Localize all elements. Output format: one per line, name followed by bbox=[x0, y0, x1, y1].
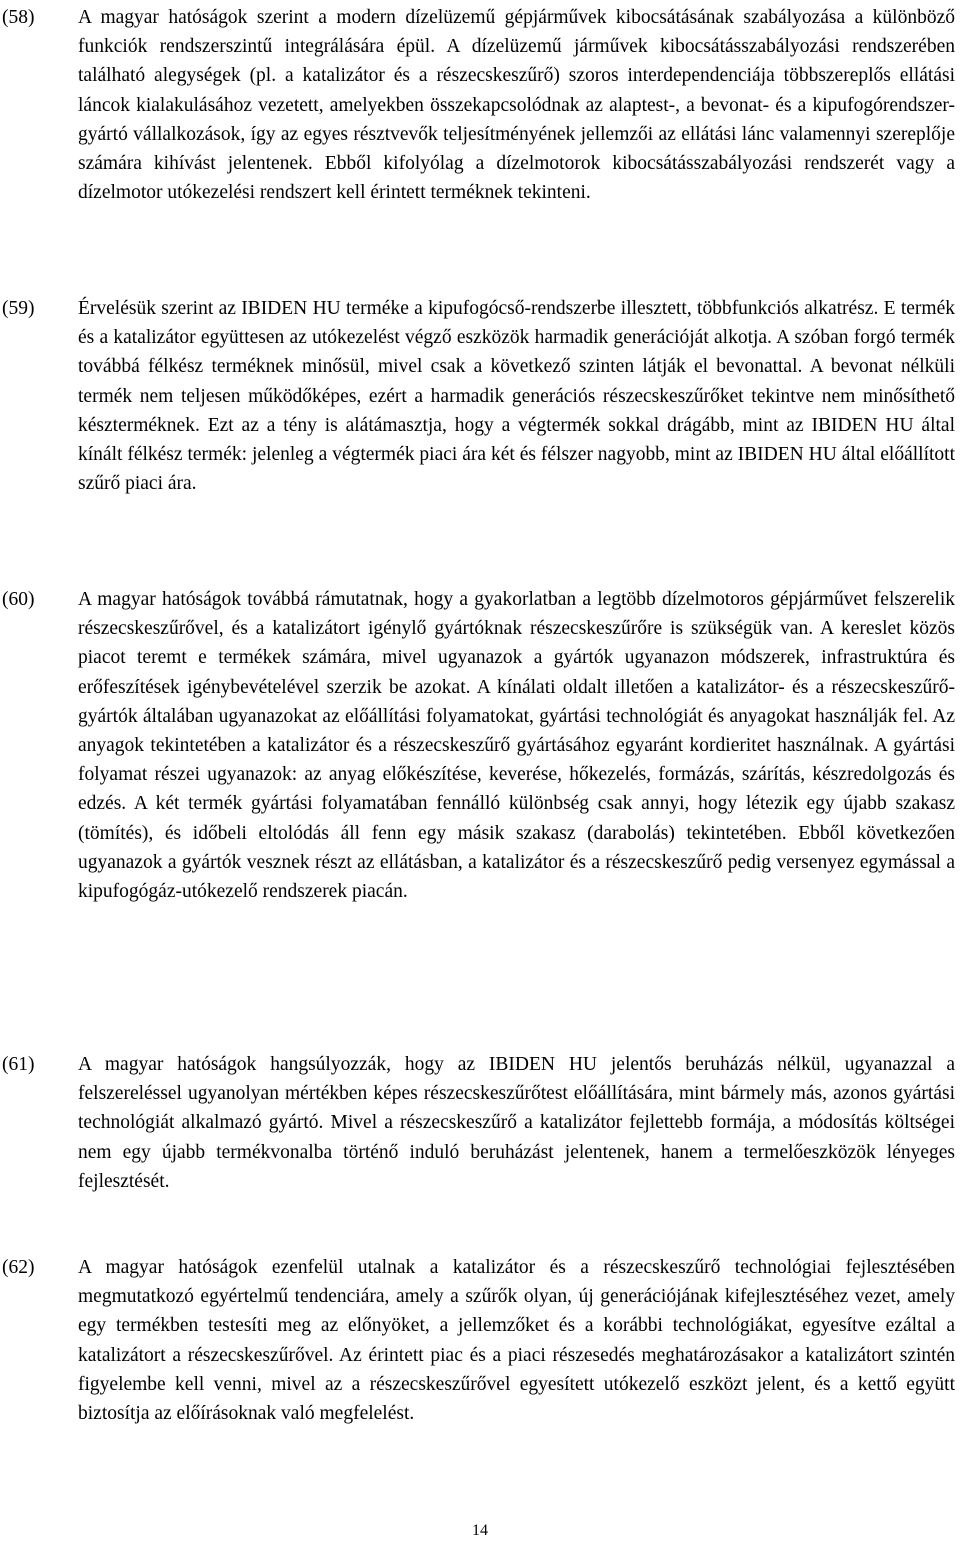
paragraph-number: (62) bbox=[2, 1257, 35, 1278]
paragraph-number: (58) bbox=[2, 7, 35, 28]
paragraph-text: Érvelésük szerint az IBIDEN HU terméke a kipufogócső-rendszerbe illesztett, többfunkciós alkatrész. E termék és a katalizátor együttesen az utókezelést végző eszközök harmadik generációját alkotja. A szóban forgó termék továbbá félkész terméknek minősül, mivel csak a következő szinten látják el bevonattal. A bevonat nélküli termék nem teljesen működőképes, ezért a harmadik generációs részecskeszűrőket tekintve nem minősíthető készterméknek. Ezt az a tény is alátámasztja, hogy a végtermék sokkal drágább, mint az IBIDEN HU által kínált félkész termék: jelenleg a végtermék piaci ára két és félszer nagyobb, mint az IBIDEN HU által előállított szűrő piaci ára. bbox=[78, 298, 955, 495]
paragraph-text: A magyar hatóságok szerint a modern dízelüzemű gépjárművek kibocsátásának szabályozása a különböző funkciók rendszerszintű integrálására épül. A dízelüzemű járművek kibocsátásszabályozási rendszerében található alegységek (pl. a katalizátor és a részecskeszűrő) szoros interdependenciája többszereplős ellátási láncok kialakulásához vezetett, amelyekben összekapcsolódnak az alaptest-, a bevonat- és a kipufogórendszer-gyártó vállalkozások, így az egyes résztvevők teljesítményének jellemzői az ellátási lánc valamennyi szereplője számára kihívást jelentenek. Ebből kifolyólag a dízelmotorok kibocsátásszabályozási rendszerét vagy a dízelmotor utókezelési rendszert kell érintett terméknek tekinteni. bbox=[78, 7, 955, 204]
paragraph-text: A magyar hatóságok hangsúlyozzák, hogy az IBIDEN HU jelentős beruházás nélkül, ugyanazzal a felszereléssel ugyanolyan mértékben képes részecskeszűrőtest előállítására, mint bármely más, azonos gyártási technológiát alkalmazó gyártó. Mivel a részecskeszűrő a katalizátor fejlettebb formája, a módosítás költségei nem egy újabb termékvonalba történő induló beruházást jelentenek, hanem a termelőeszközök lényeges fejlesztését. bbox=[78, 1054, 955, 1192]
page-number: 14 bbox=[472, 1522, 488, 1539]
paragraph-number: (60) bbox=[2, 589, 35, 610]
paragraph-number: (59) bbox=[2, 298, 35, 319]
paragraph-text: A magyar hatóságok ezenfelül utalnak a katalizátor és a részecskeszűrő technológiai fejlesztésében megmutatkozó egyértelmű tendenciára, amely a szűrők olyan, új generációjának kifejlesztéséhez vezet, amely egy termékben testesíti meg az előnyöket, a jellemzőket és a korábbi technológiákat, egyesítve ezáltal a katalizátort a részecskeszűrővel. Az érintett piac és a piaci részesedés meghatározásakor a katalizátort szintén figyelembe kell venni, mivel az a részecskeszűrővel egyesített utókezelő eszközt jelent, és a kettő együtt biztosítja az előírásoknak való megfelelést. bbox=[78, 1257, 955, 1425]
paragraph-number: (61) bbox=[2, 1054, 35, 1075]
paragraph-text: A magyar hatóságok továbbá rámutatnak, hogy a gyakorlatban a legtöbb dízelmotoros gépjárművet felszerelik részecskeszűrővel, és a katalizátort igénylő gyártóknak részecskeszűrőre is szükségük van. A kereslet közös piacot teremt e termékek számára, mivel ugyanazok a gyártók ugyanazon módszerek, infrastruktúra és erőfeszítések igénybevételével szerzik be azokat. A kínálati oldalt illetően a katalizátor- és a részecskeszűrő-gyártók általában ugyanazokat az előállítási folyamatokat, gyártási technológiát és anyagokat használják fel. Az anyagok tekintetében a katalizátor és a részecskeszűrő gyártásához egyaránt kordieritet használnak. A gyártási folyamat részei ugyanazok: az anyag előkészítése, keverése, hőkezelés, formázás, szárítás, készredolgozás és edzés. A két termék gyártási folyamatában fennálló különbség csak annyi, hogy létezik egy újabb szakasz (tömítés), és időbeli eltolódás áll fenn egy másik szakasz (darabolás) tekintetében. Ebből következően ugyanazok a gyártók vesznek részt az ellátásban, a katalizátor és a részecskeszűrő pedig versenyez egymással a kipufogógáz-utókezelő rendszerek piacán. bbox=[78, 589, 955, 903]
